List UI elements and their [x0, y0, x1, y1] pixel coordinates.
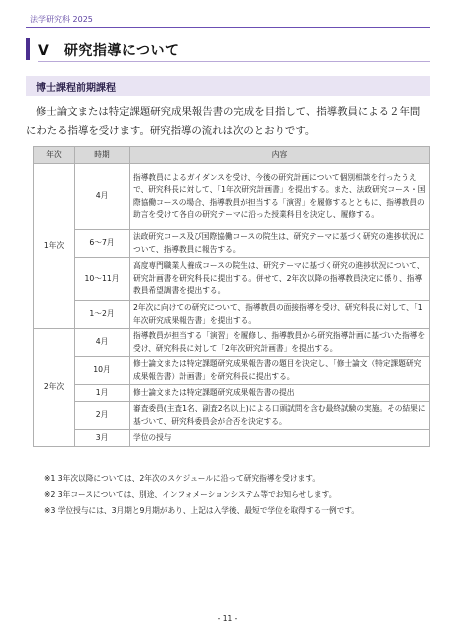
- section-title: 博士課程前期課程: [36, 83, 116, 94]
- table-row: [34, 357, 430, 385]
- period-cell: 2月: [75, 402, 130, 430]
- content-cell: 法政研究コース及び国際協働コースの院生は、研究テーマに基づく研究の進捗状況について、指導教員に報告する。: [130, 230, 430, 258]
- chapter-title: Ⅴ 研究指導について: [38, 43, 180, 59]
- footnote: ※2 3年コースについては、別途、インフォメーションシステム等でお知らせします。: [44, 490, 337, 499]
- year-cell-1: 1年次: [34, 164, 75, 329]
- period-cell: 1月: [75, 385, 130, 402]
- table-row: [34, 329, 430, 357]
- content-cell: 2年次に向けての研究について、指導教員の面接指導を受け、研究科長に対して、「1年次研究成果報告書」を提出する。: [130, 301, 430, 329]
- table-row: [34, 164, 430, 230]
- footnotes: [44, 471, 430, 519]
- table-row: [34, 301, 430, 329]
- period-cell: 10月: [75, 357, 130, 385]
- content-cell: 審査委員(主査1名、副査2名以上)による口頭試問を含む最終試験の実施。その結果に基づいて、研究科委員会が合否を決定する。: [130, 402, 430, 430]
- table-row: [34, 230, 430, 258]
- period-cell: 3月: [75, 430, 130, 447]
- page-number: - 11 -: [217, 614, 238, 623]
- period-cell: 6～7月: [75, 230, 130, 258]
- chapter-heading: [26, 38, 430, 60]
- table-row: [34, 402, 430, 430]
- chapter-underline: [38, 61, 430, 62]
- period-cell: 1～2月: [75, 301, 130, 329]
- year-cell-2: 2年次: [34, 329, 75, 447]
- period-cell: 10～11月: [75, 258, 130, 301]
- content-cell: 高度専門職業人養成コースの院生は、研究テーマに基づく研究の進捗状況について、研究計画書を研究科長に提出する。併せて、2年次以降の指導教員決定に係り、指導教員希望調書を提出する。: [130, 258, 430, 301]
- header-rule: [26, 27, 430, 28]
- content-cell: 修士論文または特定課題研究成果報告書の提出: [130, 385, 430, 402]
- section-heading: [26, 76, 430, 96]
- content-cell: 学位の授与: [130, 430, 430, 447]
- running-header: 法学研究科 2025: [30, 15, 93, 24]
- table-row: [34, 430, 430, 447]
- table-row: [34, 258, 430, 301]
- footnote: ※1 3年次以降については、2年次のスケジュールに沿って研究指導を受けます。: [44, 474, 321, 483]
- header-year: 年次: [34, 147, 75, 164]
- table-header-row: [34, 147, 430, 164]
- content-cell: 指導教員が担当する「演習」を履修し、指導教員から研究指導計画に基づいた指導を受け、研究科長に対して「2年次研究計画書」を提出する。: [130, 329, 430, 357]
- header-period: 時期: [75, 147, 130, 164]
- intro-paragraph: 修士論文または特定課題研究成果報告書の完成を目指して、指導教員による２年間にわたる指導を受けます。研究指導の流れは次のとおりです。: [26, 106, 421, 137]
- table-row: [34, 385, 430, 402]
- period-cell: 4月: [75, 329, 130, 357]
- content-cell: 指導教員によるガイダンスを受け、今後の研究計画について個別相談を行ったうえで、研究科長に対して、「1年次研究計画書」を提出する。また、法政研究コース・国際協働コースの場合、指導教員が担当する「演習」を履修するとともに、指導教員の助言を受けて各自の研究テーマに沿った授業科目を決定し、履修する。: [130, 164, 430, 230]
- period-cell: 4月: [75, 164, 130, 230]
- header-content: 内容: [130, 147, 430, 164]
- research-schedule-table: [33, 146, 430, 447]
- footnote: ※3 学位授与には、3月期と9月期があり、上記は入学後、最短で学位を取得する一例です。: [44, 506, 360, 515]
- chapter-accent-bar: [26, 38, 30, 60]
- content-cell: 修士論文または特定課題研究成果報告書の題目を決定し、「修士論文（特定課題研究成果報告書）計画書」を研究科長に提出する。: [130, 357, 430, 385]
